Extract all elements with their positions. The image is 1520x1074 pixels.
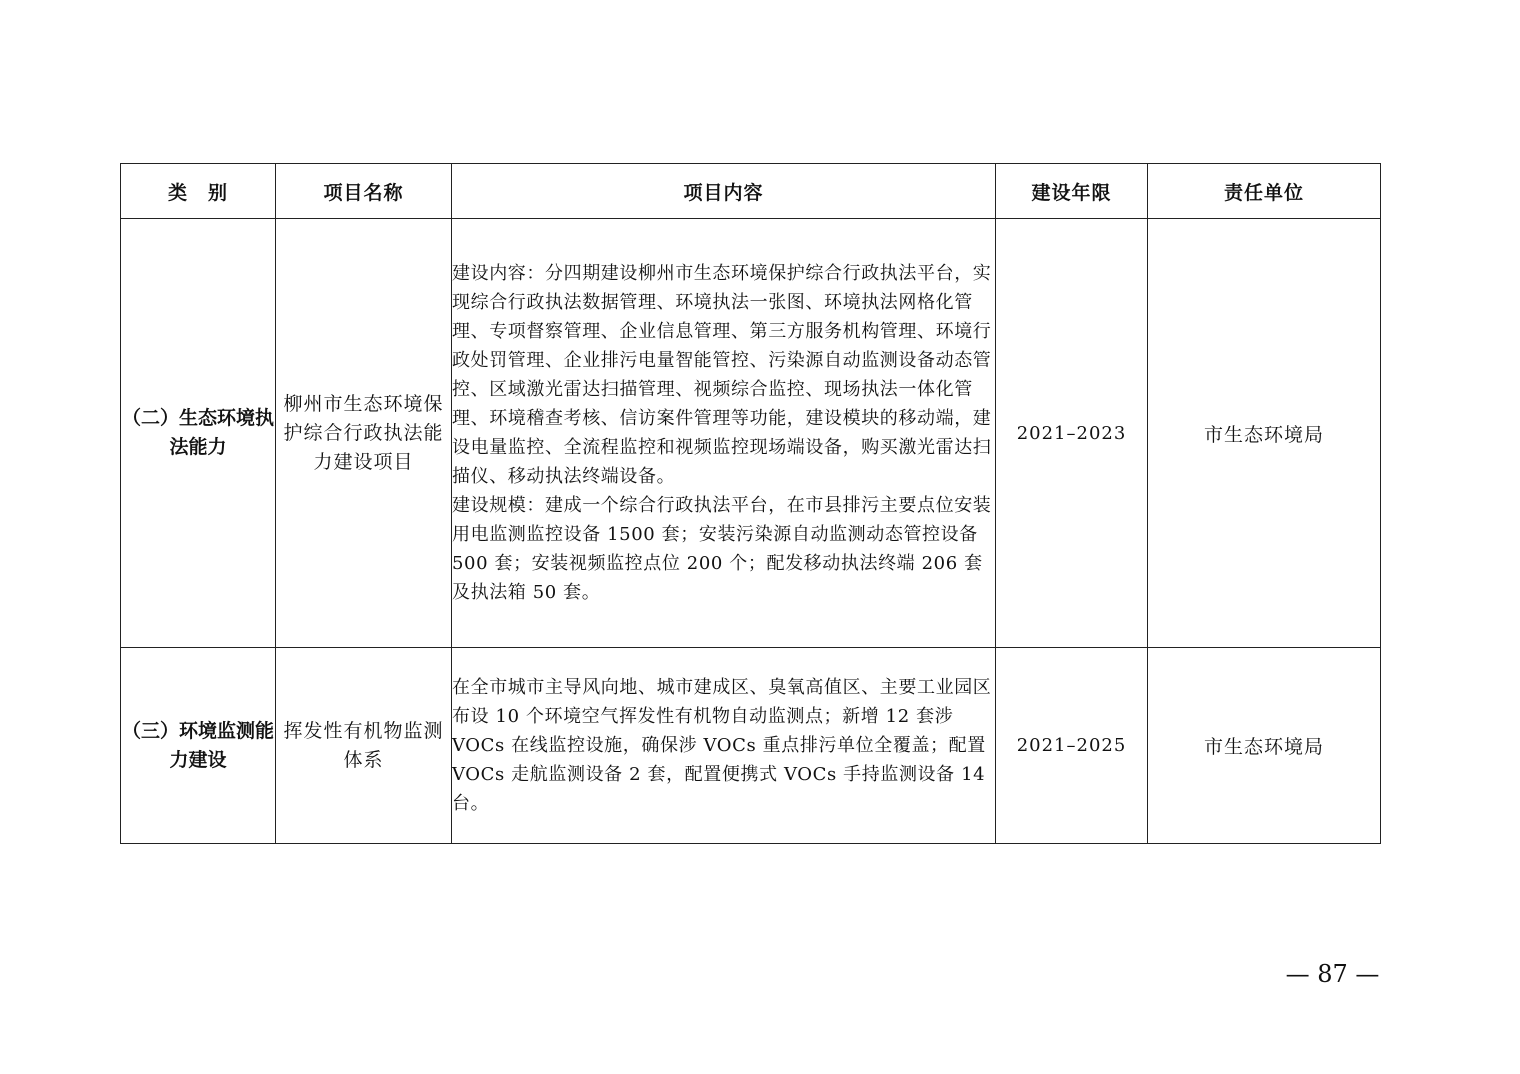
project-name-cell: 柳州市生态环境保护综合行政执法能力建设项目 — [276, 219, 452, 648]
category-cell: （二）生态环境执法能力 — [121, 219, 276, 648]
responsible-unit-cell: 市生态环境局 — [1148, 219, 1381, 648]
project-name-cell: 挥发性有机物监测体系 — [276, 648, 452, 844]
table-row — [121, 648, 1381, 844]
header-construction-period: 建设年限 — [996, 164, 1148, 219]
page-number: — 87 — — [1285, 960, 1380, 988]
responsible-unit-cell: 市生态环境局 — [1148, 648, 1381, 844]
content-paragraph: 建设规模：建成一个综合行政执法平台，在市县排污主要点位安装用电监测监控设备 1500 套；安装污染源自动监测动态管控设备 500 套；安装视频监控点位 200 个；配发移动执法终端 206 套及执法箱 50 套。 — [452, 495, 992, 603]
construction-period-cell: 2021–2025 — [996, 648, 1148, 844]
header-responsible-unit: 责任单位 — [1148, 164, 1381, 219]
project-content-cell — [452, 219, 996, 648]
header-category: 类 别 — [121, 164, 276, 219]
project-content-cell — [452, 648, 996, 844]
table-row — [121, 219, 1381, 648]
project-table — [120, 163, 1381, 844]
header-project-content: 项目内容 — [452, 164, 996, 219]
header-row — [121, 164, 1381, 219]
content-paragraph: 在全市城市主导风向地、城市建成区、臭氧高值区、主要工业园区布设 10 个环境空气挥发性有机物自动监测点；新增 12 套涉 VOCs 在线监控设施，确保涉 VOCs 重点排污单位全覆盖；配置 VOCs 走航监测设备 2 套，配置便携式 VOCs 手持监测设备 14 台。 — [452, 677, 992, 814]
construction-period-cell: 2021–2023 — [996, 219, 1148, 648]
category-cell: （三）环境监测能力建设 — [121, 648, 276, 844]
header-project-name: 项目名称 — [276, 164, 452, 219]
content-paragraph: 建设内容：分四期建设柳州市生态环境保护综合行政执法平台，实现综合行政执法数据管理、环境执法一张图、环境执法网格化管理、专项督察管理、企业信息管理、第三方服务机构管理、环境行政处罚管理、企业排污电量智能管控、污染源自动监测设备动态管控、区域激光雷达扫描管理、视频综合监控、现场执法一体化管理、环境稽查考核、信访案件管理等功能，建设模块的移动端，建设电量监控、全流程监控和视频监控现场端设备，购买激光雷达扫描仪、移动执法终端设备。 — [452, 263, 992, 487]
